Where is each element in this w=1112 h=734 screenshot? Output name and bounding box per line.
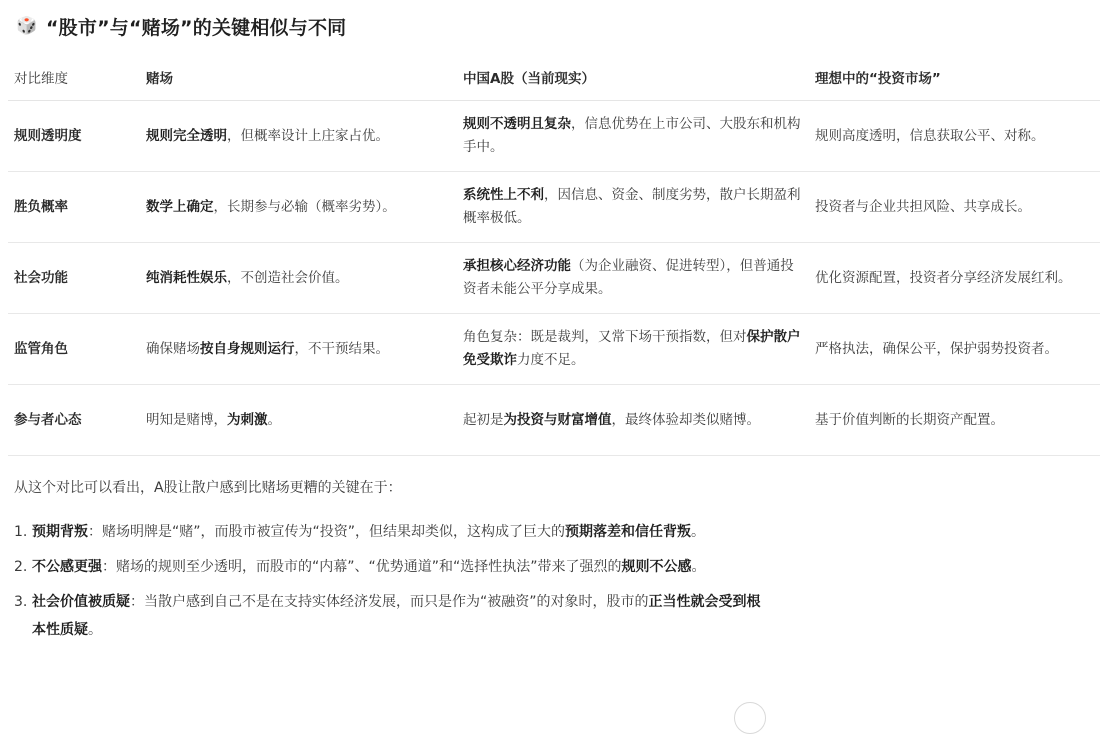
list-number: 2. — [14, 559, 28, 575]
emphasis-text: 纯消耗性娱乐 — [146, 269, 227, 286]
emphasis-text: 预期背叛 — [32, 524, 88, 540]
a-share-cell — [457, 314, 809, 385]
ideal-market-cell — [809, 172, 1100, 243]
emphasis-text: 规则完全透明 — [146, 127, 227, 144]
body-text: 投资者与企业共担风险、共享成长。 — [815, 198, 1031, 215]
key-points-list — [14, 518, 774, 651]
body-text: 起初是 — [463, 411, 504, 428]
body-text: 确保赌场 — [146, 340, 200, 357]
body-text: ，不干预结果。 — [294, 340, 389, 357]
casino-cell — [140, 101, 457, 172]
body-text: ：当散户感到自己不是在支持实体经济发展，而只是作为“被融资”的对象时，股市的 — [130, 594, 649, 610]
body-text: 。 — [691, 559, 706, 575]
body-text: 明知是赌博， — [146, 411, 227, 428]
body-text: 。 — [88, 622, 102, 638]
casino-cell — [140, 243, 457, 314]
list-item — [14, 518, 774, 546]
header-a-share: 中国A股（当前现实） — [457, 58, 809, 101]
table-row — [8, 385, 1100, 456]
section-title: “股市”与“赌场”的关键相似与不同 — [46, 16, 347, 39]
emphasis-text: 预期落差和信任背叛 — [565, 524, 692, 540]
summary-text: 从这个对比可以看出，A股让散户感到比赌场更糟的关键在于： — [14, 480, 402, 496]
body-text: 。 — [691, 524, 706, 540]
emphasis-text: 规则不透明且复杂 — [463, 116, 571, 132]
dice-icon: 🎲 — [16, 16, 38, 36]
body-text: ，但概率设计上庄家占优。 — [227, 127, 389, 144]
casino-cell — [140, 385, 457, 456]
dimension-cell: 胜负概率 — [8, 172, 140, 243]
table-row — [8, 314, 1100, 385]
dimension-cell: 参与者心态 — [8, 385, 140, 456]
a-share-cell — [457, 101, 809, 172]
emphasis-text: 不公感更强 — [32, 559, 102, 575]
table-header-row — [8, 58, 1100, 101]
a-share-cell — [457, 385, 809, 456]
body-text: 。 — [267, 411, 281, 428]
body-text: 优化资源配置，投资者分享经济发展红利。 — [815, 269, 1072, 286]
body-text: 基于价值判断的长期资产配置。 — [815, 411, 1004, 428]
emphasis-text: 按自身规则运行 — [200, 340, 295, 357]
section-heading — [16, 10, 346, 42]
body-text: （为企业融资、促进转型），但普通投资者未能公平分享成果。 — [463, 258, 794, 297]
body-text: ，长期参与必输（概率劣势）。 — [213, 198, 396, 215]
body-text: 规则高度透明，信息获取公平、对称。 — [815, 127, 1045, 144]
scroll-down-button[interactable] — [734, 702, 766, 734]
emphasis-text: 承担核心经济功能 — [463, 258, 571, 274]
emphasis-text: 系统性上不利 — [463, 187, 544, 203]
table-row — [8, 172, 1100, 243]
ideal-market-cell — [809, 314, 1100, 385]
ideal-market-cell — [809, 243, 1100, 314]
body-text: ，不创造社会价值。 — [227, 269, 349, 286]
body-text: ，信息优势在上市公司、大股东和机构手中。 — [463, 116, 801, 155]
dimension-cell: 监管角色 — [8, 314, 140, 385]
list-item — [14, 588, 774, 644]
ideal-market-cell — [809, 101, 1100, 172]
list-number: 1. — [14, 524, 28, 540]
emphasis-text: 数学上确定 — [146, 198, 214, 215]
list-item-text — [32, 553, 774, 581]
comparison-table — [8, 58, 1100, 456]
list-number: 3. — [14, 594, 28, 610]
emphasis-text: 正当性就会受到根本性质疑 — [32, 594, 761, 638]
table-row — [8, 101, 1100, 172]
list-item-text — [32, 588, 774, 644]
body-text: 角色复杂：既是裁判，又常下场干预指数，但对 — [463, 329, 747, 345]
emphasis-text: 为投资与财富增值 — [503, 411, 612, 428]
body-text: ，最终体验却类似赌博。 — [611, 411, 760, 428]
header-ideal-market: 理想中的“投资市场” — [809, 58, 1100, 101]
body-text: 严格执法，确保公平，保护弱势投资者。 — [815, 340, 1058, 357]
casino-cell — [140, 314, 457, 385]
emphasis-text: 为刺激 — [227, 411, 268, 428]
a-share-cell — [457, 243, 809, 314]
casino-cell — [140, 172, 457, 243]
body-text: ：赌场的规则至少透明，而股市的“内幕”、“优势通道”和“选择性执法”带来了强烈的 — [102, 559, 622, 575]
ideal-market-cell — [809, 385, 1100, 456]
body-text: ，因信息、资金、制度劣势，散户长期盈利概率极低。 — [463, 187, 801, 226]
body-text: ：赌场明牌是“赌”，而股市被宣传为“投资”，但结果却类似，这构成了巨大的 — [88, 524, 566, 540]
table-row — [8, 243, 1100, 314]
list-item-text — [32, 518, 774, 546]
dimension-cell: 社会功能 — [8, 243, 140, 314]
header-dimension: 对比维度 — [8, 58, 140, 101]
emphasis-text: 保护散户免受欺诈 — [463, 329, 801, 368]
emphasis-text: 社会价值被质疑 — [32, 594, 130, 610]
list-item — [14, 553, 774, 581]
a-share-cell — [457, 172, 809, 243]
header-casino: 赌场 — [140, 58, 457, 101]
emphasis-text: 规则不公感 — [621, 559, 692, 575]
dimension-cell: 规则透明度 — [8, 101, 140, 172]
body-text: 力度不足。 — [517, 352, 585, 368]
